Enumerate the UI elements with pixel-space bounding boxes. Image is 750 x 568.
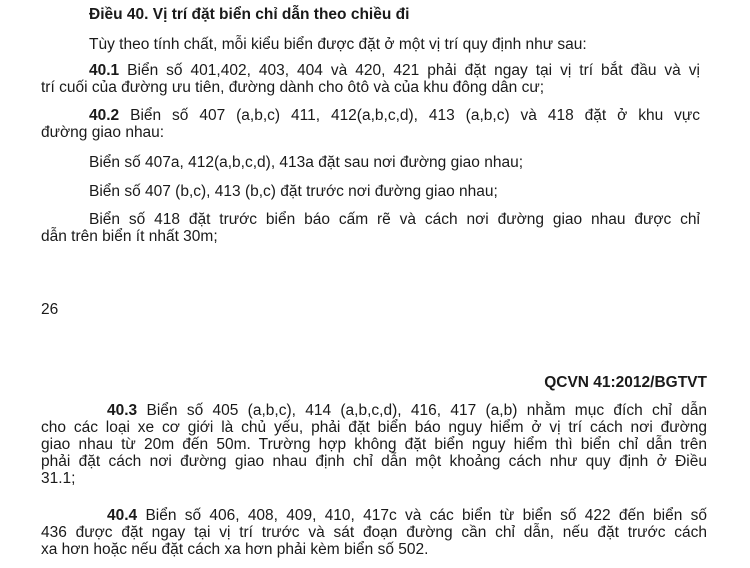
clause-40-3-line3: giao nhau từ 20m đến 50m. Trường hợp không đặt biển nguy hiểm thì biển chỉ dẫn trên (41, 436, 707, 453)
clause-40-2-item-3-line1: Biển số 418 đặt trước biển báo cấm rẽ và cách nơi đường giao nhau được chỉ (89, 211, 700, 228)
clause-40-3-line4: phải đặt cách nơi đường giao nhau định chỉ dẫn một khoảng cách như quy định ở Điều (41, 453, 707, 470)
clause-40-1-line1: 40.1 Biển số 401,402, 403, 404 và 420, 421 phải đặt ngay tại vị trí bắt đầu và vị (89, 62, 700, 79)
clause-40-2-line1: 40.2 Biển số 407 (a,b,c) 411, 412(a,b,c,d), 413 (a,b,c) và 418 đặt ở khu vực (89, 107, 700, 124)
clause-40-1-line2: trí cuối của đường ưu tiên, đường dành cho ôtô và của khu đông dân cư; (41, 79, 545, 96)
clause-40-2-line2: đường giao nhau: (41, 124, 165, 141)
clause-40-4-line3: xa hơn hoặc nếu đặt cách xa hơn phải kèm biển số 502. (41, 541, 429, 558)
article-title: Điều 40. Vị trí đặt biển chỉ dẫn theo chiều đi (89, 6, 410, 23)
clause-40-2-number: 40.2 (89, 107, 120, 124)
clause-40-3-line5: 31.1; (41, 470, 76, 487)
standard-header: QCVN 41:2012/BGTVT (544, 374, 707, 391)
clause-40-4-number: 40.4 (107, 507, 138, 524)
clause-40-4-line2: 436 được đặt ngay tại vị trí trước và sát đoạn đường cần chỉ dẫn, nếu đặt trước cách (41, 524, 707, 541)
clause-40-3-number: 40.3 (107, 402, 138, 419)
page-number: 26 (41, 301, 59, 318)
clause-40-4-line1: 40.4 Biển số 406, 408, 409, 410, 417c và các biển từ biển số 422 đến biển số (107, 507, 707, 524)
clause-40-2-item-1: Biển số 407a, 412(a,b,c,d), 413a đặt sau nơi đường giao nhau; (89, 154, 524, 171)
clause-40-2-item-2: Biển số 407 (b,c), 413 (b,c) đặt trước nơi đường giao nhau; (89, 183, 498, 200)
clause-40-2-item-3-line2: dẫn trên biển ít nhất 30m; (41, 228, 218, 245)
clause-40-3-line2: cho các loại xe cơ giới là chủ yếu, phải đặt biển báo nguy hiểm ở vị trí cách nơi đường (41, 419, 707, 436)
intro-text: Tùy theo tính chất, mỗi kiểu biển được đặt ở một vị trí quy định như sau: (89, 36, 587, 53)
clause-40-3-line1: 40.3 Biển số 405 (a,b,c), 414 (a,b,c,d), 416, 417 (a,b) nhằm mục đích chỉ dẫn (107, 402, 707, 419)
clause-40-1-number: 40.1 (89, 62, 120, 79)
